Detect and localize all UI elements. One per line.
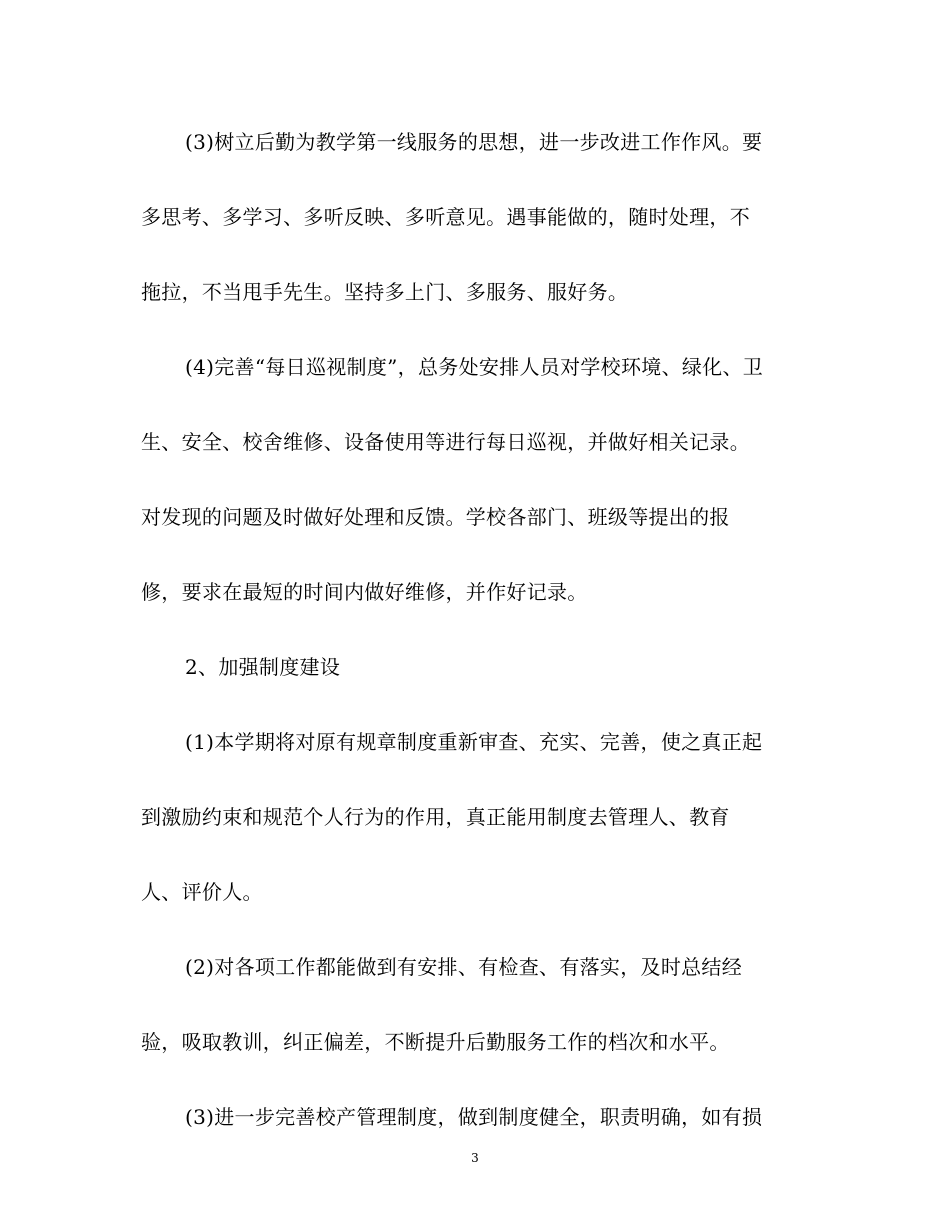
text-line: 人、评价人。: [141, 880, 263, 904]
text-line: 验，吸取教训，纠正偏差，不断提升后勤服务工作的档次和水平。: [141, 1030, 730, 1054]
text-line: (3)进一步完善校产管理制度，做到制度健全，职责明确，如有损: [185, 1105, 763, 1129]
text-line: 对发现的问题及时做好处理和反馈。学校各部门、班级等提出的报: [141, 505, 730, 529]
text-line: (4)完善“每日巡视制度”，总务处安排人员对学校环境、绿化、卫: [185, 355, 764, 379]
text-line: (1)本学期将对原有规章制度重新审查、充实、完善，使之真正起: [185, 730, 763, 754]
section-heading: 2、加强制度建设: [185, 655, 341, 679]
text-line: (2)对各项工作都能做到有安排、有检查、有落实，及时总结经: [185, 955, 743, 979]
page-number: 3: [471, 1151, 479, 1165]
text-line: 修，要求在最短的时间内做好维修，并作好记录。: [141, 580, 588, 604]
text-line: 拖拉，不当甩手先生。坚持多上门、多服务、服好务。: [141, 280, 629, 304]
text-line: 生、安全、校舍维修、设备使用等进行每日巡视，并做好相关记录。: [141, 430, 750, 454]
text-line: (3)树立后勤为教学第一线服务的思想，进一步改进工作作风。要: [185, 130, 763, 154]
text-line: 到激励约束和规范个人行为的作用，真正能用制度去管理人、教育: [141, 805, 730, 829]
text-line: 多思考、多学习、多听反映、多听意见。遇事能做的，随时处理，不: [141, 205, 750, 229]
